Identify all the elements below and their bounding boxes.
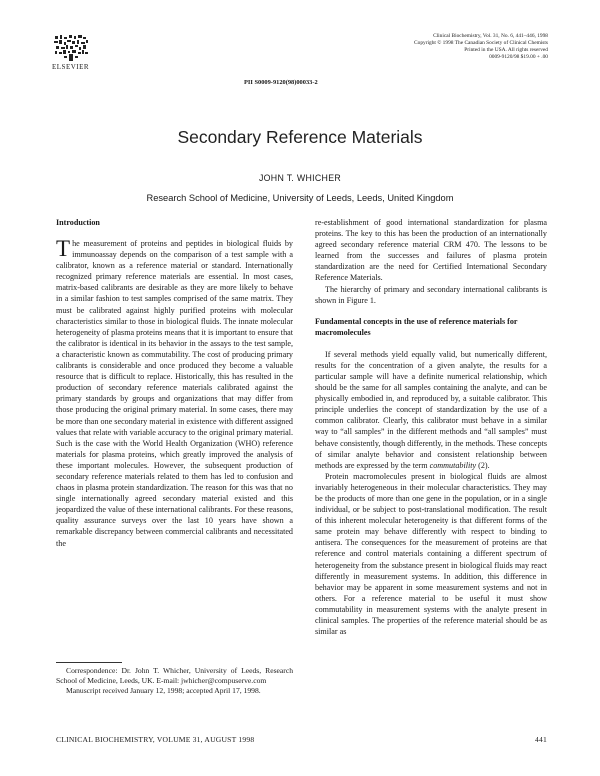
body-paragraph: Protein macromolecules present in biological fluids are almost invariably heterogeneous in their molecular characteristics. They may be the products of more than one gene in the population, or in a single individual, or be subject to post-translational modification. The result of this inherent molecular heterogeneity is that different forms of the same protein may behave differently with respect to binding to antisera. The consequences for the measurement of proteins are that reference and control materials containing a different spectrum of heterogeneity from the substance present in biological fluids may react differently in measurement systems. In addition, this difference in behavior may be apparent in some measurement systems and not in others. For a reference material to be useful it must show commutability in measurement systems with the analyte present in clinical samples. The properties of the reference material should be as similar as — [315, 471, 547, 637]
footer-journal-line: CLINICAL BIOCHEMISTRY, VOLUME 31, AUGUST 1998 — [56, 735, 255, 744]
author-affiliation: Research School of Medicine, University of Leeds, Leeds, United Kingdom — [146, 193, 454, 203]
journal-info-line: 0009-9120/98 $19.00 + .00 — [489, 54, 548, 60]
journal-info-line: Copyright © 1998 The Canadian Society of Clinical Chemists — [414, 40, 548, 46]
article-author: JOHN T. WHICHER — [258, 173, 342, 183]
journal-info-line: Printed in the USA. All rights reserved — [464, 47, 548, 53]
section-heading-introduction: Introduction — [56, 218, 100, 227]
body-paragraph-text: If several methods yield equally valid, but numerically different, results for the concentration of a given analyte, the results for a particular sample will have a definite numerical relationship, which should be the same for all samples containing the analyte, and can be physically embodied in, and reproduced by, a suitable calibrator. This principle underlies the concept of standardization by the use of a common calibrator. Clearly, this calibrator must behave in a similar way to “all samples” in the different methods and “all samples” must behave consistently, though differently, in the methods. These concepts of similar analyte behavior and consistent relationship between methods are expressed by the term — [315, 349, 547, 470]
correspondence-note: Correspondence: Dr. John T. Whicher, University of Leeds, Research School of Medicine, Leeds, UK. E-mail: jwhicher@compuserve.com — [56, 666, 293, 685]
citation: (2). — [478, 460, 490, 470]
journal-info-line: Clinical Biochemistry, Vol. 31, No. 6, 441–446, 1998 — [433, 33, 548, 39]
left-column — [56, 217, 293, 549]
pii-identifier: PII S0009-9120(98)00033-2 — [244, 79, 318, 86]
section-heading-fundamental-concepts: Fundamental concepts in the use of reference materials for macromolecules — [315, 316, 518, 337]
publisher-wordmark: ELSEVIER — [52, 63, 90, 71]
right-column — [315, 217, 547, 637]
intro-paragraph — [56, 238, 293, 549]
manuscript-dates: Manuscript received January 12, 1998; accepted April 17, 1998. — [66, 686, 261, 695]
emphasized-term: commutability — [429, 460, 477, 470]
hierarchy-paragraph: The hierarchy of primary and secondary international calibrants is shown in Figure 1. — [315, 284, 547, 305]
footnote — [56, 666, 293, 696]
body-paragraph — [315, 349, 547, 471]
drop-cap: T — [56, 236, 71, 261]
elsevier-tree-icon — [52, 34, 90, 62]
journal-info — [414, 33, 548, 61]
publisher-logo — [52, 34, 98, 71]
continuation-paragraph: re-establishment of good international standardization for plasma proteins. The key to this has been the production of an internationally agreed secondary reference material CRM 470. The lessons to be learned from the successes and failures of plasma protein standardization are the need for Certified International Secondary Reference Materials. — [315, 218, 547, 283]
article-title: Secondary Reference Materials — [177, 127, 423, 147]
intro-paragraph-text: he measurement of proteins and peptides in biological fluids by immunoassay depends on the comparison of a test sample with a calibrator, known as a reference material or standard. Internationally recognized primary reference materials are essential. In most cases, matrix-based calibrants are desirable as they are more likely to behave in a similar fashion to test samples comprised of the same matrix. They must be calibrated against highly purified proteins with molecular characteristics similar to those in biological fluids. The innate molecular heterogeneity of plasma proteins means that it is important to ensure that the calibrator is identical in its behavior in the assays to the test sample, a characteristic known as commutability. The cost of producing primary calibrants is considerable and once produced they become a valuable resource that is difficult to replace. Historically, this has resulted in the production of secondary reference materials calibrated against the primary standards by groups and organizations that may differ from those producing the original primary material. In some cases, there may be more than one secondary material in existence with different assigned values that relate with variable accuracy to the original primary material. Such is the case with the World Health Organization (WHO) reference materials for plasma proteins, which greatly improved the analysis of these important molecules. However, the subsequent production of secondary reference materials related to them has led to confusion and chaos in plasma protein standardization. The reason for this was that no single internationally agreed secondary material existed and this jeopardized the value of these international calibrants. For these reasons, quality assurance surveys over the last 10 years have shown a remarkable discrepancy between commercial calibrants and necessitated the — [56, 239, 293, 548]
footnote-divider — [56, 662, 122, 663]
page-number: 441 — [535, 735, 547, 744]
